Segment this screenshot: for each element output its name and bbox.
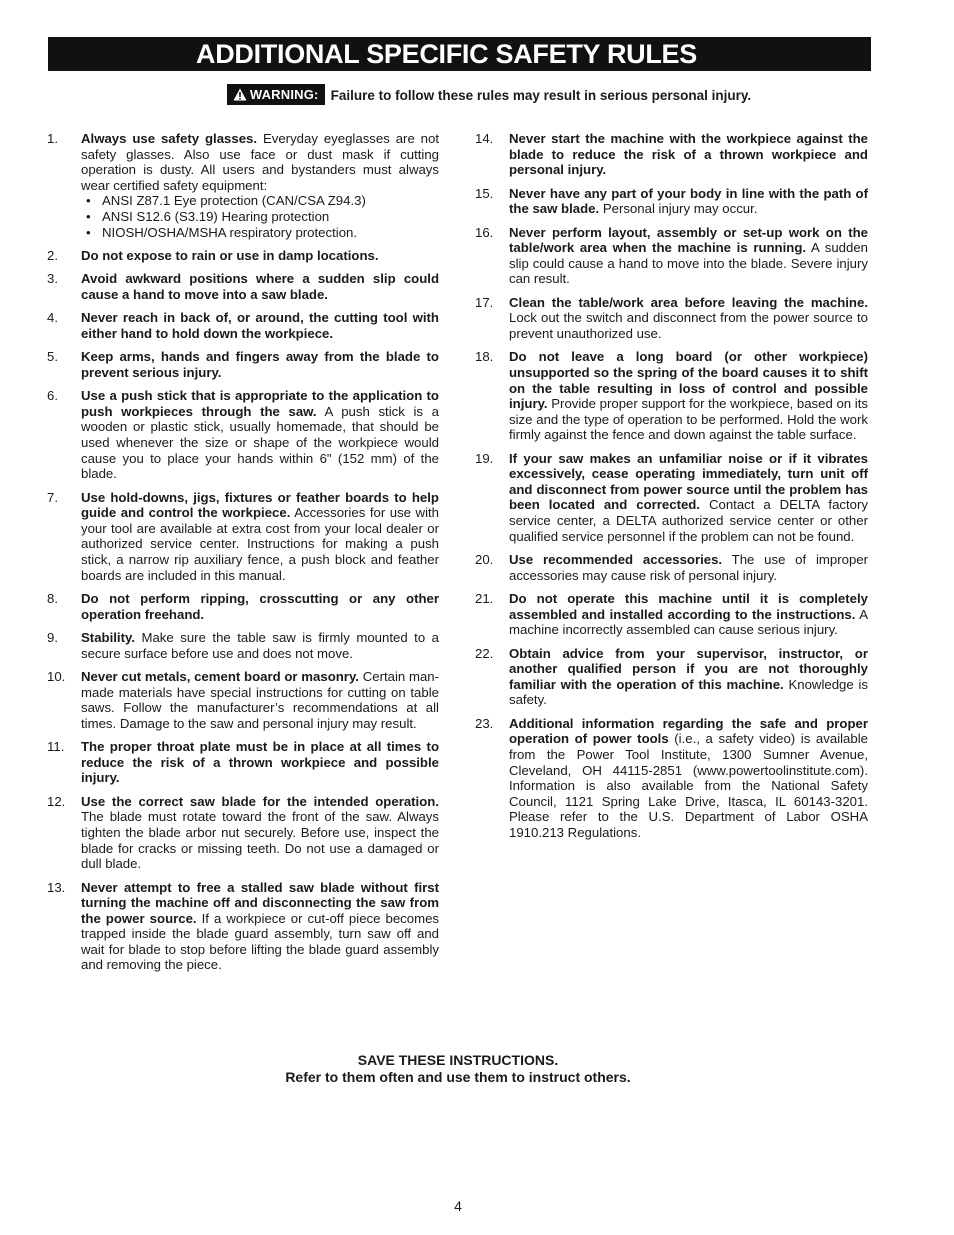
rule-lead: Obtain advice from your supervisor, instructor, or another qualified person if you are not thoroughly familiar with the operation of this machine. (509, 645, 868, 692)
rule-item (475, 186, 868, 217)
rule-item (475, 552, 868, 583)
rule-lead: Keep arms, hands and fingers away from the blade to prevent serious injury. (81, 349, 439, 380)
rule-lead: Never perform layout, assembly or set-up work on the table/work area when the machine is running. (509, 224, 868, 256)
rule-body (509, 591, 868, 638)
rule-item (475, 131, 868, 178)
rule-body (81, 669, 439, 731)
rule-item (47, 490, 439, 584)
rule-lead: Use hold-downs, jigs, fixtures or feather boards to help guide and control the workpiece. (81, 489, 439, 521)
rule-lead: Avoid awkward positions where a sudden slip could cause a hand to move into a saw blade. (81, 271, 439, 302)
rule-lead: Never reach in back of, or around, the cutting tool with either hand to hold down the workpiece. (81, 310, 439, 341)
rule-text: A push stick is a wooden or plastic stick, usually homemade, that should be used whenever the size or shape of the workpiece would cause you to place your hands within 6" (152 mm) of the blade. (81, 403, 439, 482)
rule-lead: Do not perform ripping, crosscutting or any other operation freehand. (81, 591, 439, 622)
equipment-list (81, 193, 439, 240)
rule-lead: Additional information regarding the safe and proper operation of power tools (509, 715, 868, 747)
rule-item (47, 591, 439, 622)
rule-item (47, 669, 439, 731)
rule-text: A machine incorrectly assembled can cause serious injury. (509, 606, 868, 638)
rule-item (475, 646, 868, 708)
rule-number: 7. (47, 489, 58, 505)
rule-item (47, 131, 439, 240)
rule-body (509, 349, 868, 443)
rule-body (509, 225, 868, 287)
rule-text: Certain man-made materials have special instructions for cutting on table saws. Follow the manufacturer’s recommendations at all times. Damage to the saw and personal injury may result. (81, 668, 439, 731)
rule-number: 10. (47, 668, 66, 684)
rule-text: A sudden slip could cause a hand to move into the blade. Severe injury can result. (509, 240, 868, 287)
rule-item (47, 880, 439, 974)
section-title-banner (48, 37, 871, 71)
rule-item (475, 716, 868, 841)
rule-body (509, 552, 868, 583)
rule-number: 15. (475, 185, 494, 201)
rule-number: 11. (47, 739, 65, 755)
rule-item (47, 310, 439, 341)
rule-lead: Always use safety glasses. (81, 131, 258, 146)
rule-body (509, 451, 868, 545)
page-number: 4 (454, 1198, 462, 1214)
warning-badge-label: WARNING: (249, 86, 319, 102)
rule-lead: Use a push stick that is appropriate to the application to push workpieces through the saw. (81, 388, 439, 419)
rule-body (81, 388, 439, 482)
rule-body (81, 591, 439, 622)
rule-lead: Never attempt to free a stalled saw blade without first turning the machine off and disconnecting the saw from the power source. (81, 879, 439, 926)
rule-body (81, 739, 439, 786)
rule-item (47, 271, 439, 302)
rule-body (509, 646, 868, 708)
rules-column-right (475, 131, 868, 848)
rule-body (81, 131, 439, 240)
rule-text: If a workpiece or cut-off piece becomes trapped inside the blade guard assembly, turn saw off and wait for blade to stop before lifting the blade guard assembly and removing the piece. (81, 910, 439, 973)
save-instructions (0, 1052, 916, 1086)
rule-item (47, 349, 439, 380)
save-instructions-heading: SAVE THESE INSTRUCTIONS. (357, 1052, 559, 1068)
rule-text: Knowledge is safety. (509, 676, 869, 708)
rule-lead: Never start the machine with the workpiece against the blade to reduce the risk of a thrown workpiece and personal injury. (509, 131, 868, 178)
rule-lead: Clean the table/work area before leaving the machine. (509, 294, 868, 310)
rule-number: 1. (47, 131, 58, 146)
rule-number: 19. (475, 450, 494, 466)
rule-body (81, 349, 439, 380)
rule-number: 13. (47, 879, 66, 895)
rule-item (475, 591, 868, 638)
warning-statement (0, 82, 954, 106)
rule-number: 17. (475, 294, 494, 310)
rule-lead: Never have any part of your body in line with the path of the saw blade. (509, 185, 868, 217)
rule-number: 8. (47, 591, 58, 607)
rule-text: The use of improper accessories may cause risk of personal injury. (509, 552, 868, 583)
warning-triangle-icon (233, 88, 247, 101)
rule-lead: If your saw makes an unfamiliar noise or if it vibrates excessively, cease operating immediately, turn unit off and disconnect from power source until the problem has been located and corrected. (509, 450, 868, 513)
rule-item (47, 739, 439, 786)
rule-number: 9. (47, 630, 58, 645)
rule-item (475, 295, 868, 342)
list-item: • NIOSH/OSHA/MSHA respiratory protection. (81, 225, 439, 241)
rule-body (81, 248, 439, 264)
rule-item (475, 349, 868, 443)
rule-number: 14. (475, 131, 494, 146)
rule-body (81, 794, 439, 872)
rule-text: Contact a DELTA factory service center, a DELTA authorized service center or other qualified service personnel if the problem can not be found. (509, 497, 868, 544)
rule-lead: The proper throat plate must be in place at all times to reduce the risk of a thrown workpiece and possible injury. (81, 739, 439, 786)
rule-lead: Do not expose to rain or use in damp locations. (81, 247, 379, 263)
rule-body (509, 295, 868, 342)
rule-number: 4. (47, 310, 58, 326)
warning-text: Failure to follow these rules may result in serious personal injury. (330, 88, 752, 103)
rule-lead: Use the correct saw blade for the intended operation. (81, 793, 439, 809)
rule-text: Everyday eyeglasses are not safety glasses. Also use face or dust mask if cutting operation is dusty. All users and bystanders must always wear certified safety equipment: (81, 131, 440, 193)
rule-number: 2. (47, 247, 58, 263)
rule-number: 18. (475, 349, 494, 365)
rule-body (81, 490, 439, 584)
rule-number: 21. (475, 591, 494, 607)
rule-number: 20. (475, 552, 494, 568)
rule-lead: Do not operate this machine until it is completely assembled and installed according to the instructions. (509, 591, 868, 622)
rule-number: 22. (475, 645, 494, 661)
rule-lead: Never cut metals, cement board or masonry. (81, 668, 359, 684)
rule-number: 3. (47, 271, 58, 287)
rule-lead: Use recommended accessories. (509, 552, 723, 568)
rule-item (47, 248, 439, 264)
rule-lead: Stability. (81, 630, 135, 645)
rule-text: The blade must rotate toward the front of the saw. Always tighten the blade arbor nut securely. Before use, inspect the blade for cracks or missing teeth. Do not use a damaged or dull blade. (81, 809, 439, 872)
rule-body (509, 186, 868, 217)
rule-item (475, 225, 868, 287)
rule-body (509, 131, 868, 178)
rule-number: 6. (47, 388, 58, 404)
rule-item (475, 451, 868, 545)
rule-body (81, 880, 439, 974)
rule-number: 16. (475, 224, 494, 240)
rule-text: (i.e., a safety video) is available from the Power Tool Institute, 1300 Sumner Avenue, Cleveland, OH 44115-2851 (www.powertoolinstitute.com). Information is also available from the National Safety Council, 1121 Spring Lake Drive, Itasca, IL 60143-3201. Please refer to the U.S. Department of Labor OSHA 1910.213 Regulations. (509, 731, 868, 840)
rule-body (509, 716, 868, 841)
rule-body (81, 630, 439, 661)
rules-column-left (47, 131, 439, 981)
rule-number: 5. (47, 349, 58, 365)
rule-item (47, 794, 439, 872)
rule-item (47, 388, 439, 482)
rule-text: Make sure the table saw is firmly mounted to a secure surface before use and does not move. (81, 630, 439, 661)
list-item: • ANSI S12.6 (S3.19) Hearing protection (81, 209, 439, 225)
rule-body (81, 310, 439, 341)
rule-number: 23. (475, 715, 494, 731)
rule-text: Lock out the switch and disconnect from the power source to prevent unauthorized use. (509, 310, 868, 341)
page-title: ADDITIONAL SPECIFIC SAFETY RULES (196, 39, 697, 69)
rule-body (81, 271, 439, 302)
rule-item (47, 630, 439, 661)
rule-text: Personal injury may occur. (599, 201, 758, 217)
rule-number: 12. (47, 793, 66, 809)
list-item: • ANSI Z87.1 Eye protection (CAN/CSA Z94.3) (81, 193, 439, 209)
save-instructions-subtext: Refer to them often and use them to instruct others. (285, 1069, 631, 1085)
rule-text: Provide proper support for the workpiece, based on its size and the type of operation to be performed. Hold the work firmly against the fence and down against the table surface. (509, 396, 868, 443)
rule-text: Accessories for use with your tool are available at extra cost from your local dealer or authorized service center. Instructions for making a push stick, a narrow rip auxiliary fence, a push block and feather boards are included in this manual. (81, 505, 439, 583)
rule-lead: Do not leave a long board (or other workpiece) unsupported so the spring of the board causes it to shift on the table resulting in loss of control and possible injury. (509, 349, 868, 412)
warning-badge (227, 84, 325, 105)
